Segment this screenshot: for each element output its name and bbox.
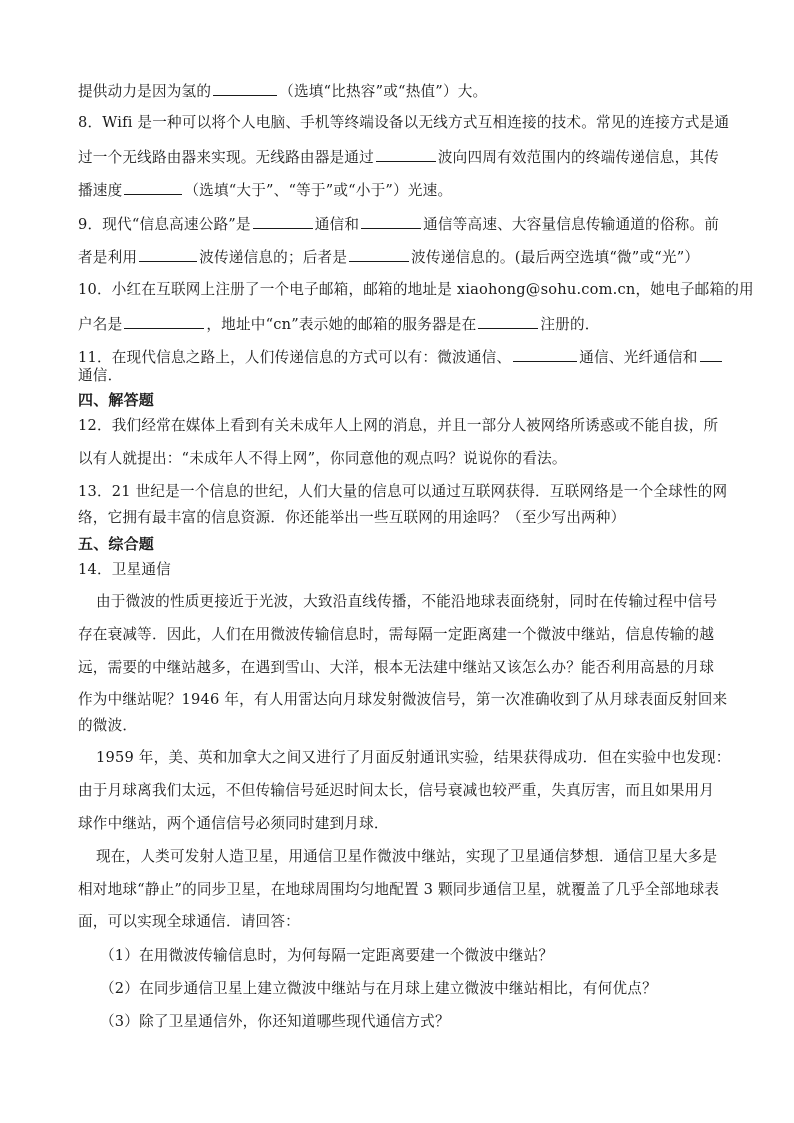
answer-blank[interactable] — [349, 246, 409, 262]
passage-p2-line-3: 球作中继站，两个通信信号必须同时建到月球． — [78, 815, 389, 832]
q10-line-1: 10．小红在互联网上注册了一个电子邮箱，邮箱的地址是 xiaohong@sohu.com.cn，她电子邮箱的用 — [78, 281, 754, 298]
q12-line-1: 12．我们经常在媒体上看到有关未成年人上网的消息，并且一部分人被网络所诱惑或不能自拔，所 — [78, 417, 719, 434]
q13-line-1: 13．21 世纪是一个信息的世纪，人们大量的信息可以通过互联网获得．互联网络是一个全球性的网 — [78, 483, 728, 500]
passage-p3-line-1: 现在，人类可发射人造卫星，用通信卫星作微波中继站，实现了卫星通信梦想．通信卫星大多是 — [96, 848, 718, 865]
text: 波向四周有效范围内的终端传递信息，其传 — [437, 149, 719, 166]
text: 9．现代“信息高速公路”是 — [78, 216, 251, 233]
passage-p2-line-2: 由于月球离我们太远，不但传输信号延迟时间太长，信号衰减也较严重，失真厉害，而且如果用月 — [78, 782, 715, 799]
answer-blank[interactable] — [124, 179, 182, 195]
answer-blank[interactable] — [700, 346, 722, 362]
text: 波传递信息的。(最后两空选填“微”或“光”） — [411, 249, 700, 266]
q8-line-1: 8．Wifi 是一种可以将个人电脑、手机等终端设备以无线方式互相连接的技术。常见的连接方式是通 — [78, 114, 730, 131]
text: 播速度 — [78, 182, 123, 199]
q7-continuation — [78, 80, 724, 102]
passage-p1-line-2: 存在衰减等．因此，人们在用微波传输信息时，需每隔一定距离建一个微波中继站，信息传输的越 — [78, 626, 715, 643]
passage-p3-line-2: 相对地球“静止”的同步卫星，在地球周围均匀地配置 3 颗同步通信卫星，就覆盖了几乎全部地球表 — [78, 881, 720, 898]
answer-blank[interactable] — [513, 346, 577, 362]
sub-question-3: （3）除了卫星通信外，你还知道哪些现代通信方式？ — [100, 1013, 450, 1030]
sub-question-1: （1）在用微波传输信息时，为何每隔一定距离要建一个微波中继站？ — [100, 947, 554, 964]
passage-p1-line-4: 作为中继站呢？1946 年，有人用雷达向月球发射微波信号，第一次准确收到了从月球表面反射回来 — [78, 691, 728, 708]
text: 通信、光纤通信和 — [579, 349, 698, 366]
text: 通信和 — [314, 216, 360, 233]
section-heading-4: 四、解答题 — [78, 391, 155, 409]
passage-p3-line-3: 面，可以实现全球通信．请回答： — [78, 913, 300, 930]
q14-title: 14．卫星通信 — [78, 561, 171, 578]
text: 通信等高速、大容量信息传输通道的俗称。前 — [423, 216, 720, 233]
section-heading-5: 五、综合题 — [78, 535, 155, 553]
answer-blank[interactable] — [376, 146, 436, 162]
text: （选填“大于”、“等于”或“小于”）光速。 — [184, 182, 453, 199]
passage-p1-line-5: 的微波． — [78, 717, 138, 734]
q11-line-2: 通信． — [78, 367, 123, 384]
text: 户名是 — [78, 316, 123, 333]
text: 11．在现代信息之路上，人们传递信息的方式可以有：微波通信、 — [78, 349, 512, 366]
answer-blank[interactable] — [361, 213, 421, 229]
q11-line-1 — [78, 346, 724, 368]
text: 波传递信息的；后者是 — [199, 249, 348, 266]
answer-blank[interactable] — [253, 213, 313, 229]
q12-line-2: 以有人就提出：“未成年人不得上网”，你同意他的观点吗？说说你的看法。 — [78, 450, 567, 467]
q8-line-3 — [78, 179, 724, 201]
text: 提供动力是因为氢的 — [78, 83, 212, 100]
text: 者是利用 — [78, 249, 138, 266]
q10-line-2 — [78, 313, 724, 335]
q9-line-1 — [78, 213, 724, 235]
q9-line-2 — [78, 246, 724, 268]
q13-line-2: 络，它拥有最丰富的信息资源．你还能举出一些互联网的用途吗？（至少写出两种） — [78, 509, 626, 526]
text: 过一个无线路由器来实现。无线路由器是通过 — [78, 149, 374, 166]
passage-p2-line-1: 1959 年，美、英和加拿大之间又进行了月面反射通讯实验，结果获得成功．但在实验中也发现： — [96, 749, 731, 766]
text: ，地址中“cn”表示她的邮箱的服务器是在 — [206, 316, 477, 333]
answer-blank[interactable] — [478, 313, 538, 329]
passage-p1-line-3: 远，需要的中继站越多，在遇到雪山、大洋，根本无法建中继站又该怎么办？能否利用高悬的月球 — [78, 659, 715, 676]
q8-line-2 — [78, 146, 724, 168]
answer-blank[interactable] — [213, 80, 277, 96]
answer-blank[interactable] — [124, 313, 204, 329]
text: 注册的． — [540, 316, 600, 333]
passage-p1-line-1: 由于微波的性质更接近于光波，大致沿直线传播，不能沿地球表面绕射，同时在传输过程中信号 — [96, 593, 718, 610]
text: （选填“比热容”或“热值”）大。 — [279, 83, 488, 100]
sub-question-2: （2）在同步通信卫星上建立微波中继站与在月球上建立微波中继站相比，有何优点？ — [100, 980, 657, 997]
answer-blank[interactable] — [139, 246, 197, 262]
